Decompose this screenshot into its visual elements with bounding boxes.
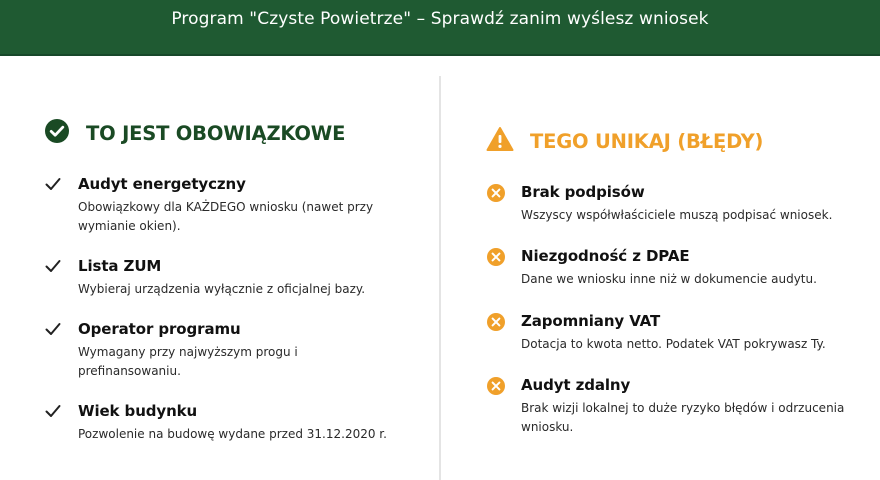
- checkmark-icon: [44, 404, 62, 444]
- required-item: [44, 401, 398, 444]
- item-description: Wszyscy współwłaściciele muszą podpisać wniosek.: [521, 208, 833, 222]
- item-description: Dotacja to kwota netto. Podatek VAT pokrywasz Ty.: [521, 337, 826, 351]
- required-item: [44, 319, 398, 381]
- item-description: Dane we wniosku inne niż w dokumencie audytu.: [521, 272, 817, 286]
- required-item: [44, 256, 398, 299]
- item-description: Wymagany przy najwyższym progu i prefinansowaniu.: [78, 345, 298, 378]
- item-title: Niezgodność z DPAE: [521, 247, 690, 265]
- item-title: Wiek budynku: [78, 402, 198, 420]
- item-title: Zapomniany VAT: [521, 312, 661, 330]
- item-title: Lista ZUM: [78, 257, 162, 275]
- avoid-header: [486, 126, 763, 157]
- avoid-item: [486, 375, 861, 437]
- x-circle-icon: [486, 183, 506, 225]
- item-description: Obowiązkowy dla KAŻDEGO wniosku (nawet przy wymianie okien).: [78, 200, 374, 233]
- warning-triangle-icon: [486, 126, 514, 157]
- checkmark-icon: [44, 322, 62, 381]
- avoid-item: [486, 246, 861, 289]
- page-title: Program "Czyste Powietrze" – Sprawdź zanim wyślesz wniosek: [171, 9, 709, 29]
- item-description: Brak wizji lokalnej to duże ryzyko błędów i odrzucenia wniosku.: [521, 401, 845, 434]
- avoid-title: TEGO UNIKAJ (BŁĘDY): [530, 130, 764, 153]
- required-header: [44, 118, 345, 149]
- avoid-item: [486, 311, 861, 354]
- required-item: [44, 174, 398, 236]
- required-title: TO JEST OBOWIĄZKOWE: [86, 122, 346, 145]
- item-title: Operator programu: [78, 320, 241, 338]
- item-description: Pozwolenie na budowę wydane przed 31.12.2020 r.: [78, 427, 387, 441]
- avoid-item: [486, 182, 861, 225]
- column-divider: [439, 76, 441, 480]
- x-circle-icon: [486, 247, 506, 289]
- item-title: Brak podpisów: [521, 183, 645, 201]
- header-bar: [0, 0, 880, 56]
- x-circle-icon: [486, 376, 506, 437]
- item-title: Audyt energetyczny: [78, 175, 246, 193]
- item-description: Wybieraj urządzenia wyłącznie z oficjalnej bazy.: [78, 282, 366, 296]
- item-title: Audyt zdalny: [521, 376, 631, 394]
- x-circle-icon: [486, 312, 506, 354]
- checkmark-icon: [44, 177, 62, 236]
- check-circle-icon: [44, 118, 70, 149]
- checkmark-icon: [44, 259, 62, 299]
